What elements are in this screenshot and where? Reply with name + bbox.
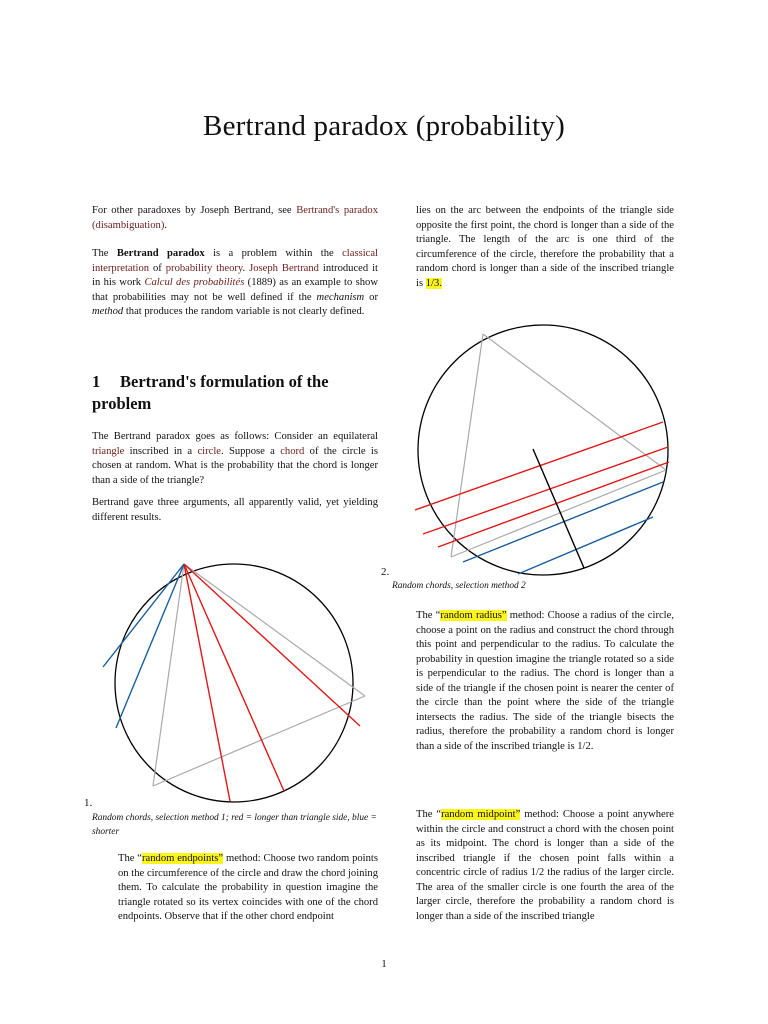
random-midpoint-paragraph: The “random midpoint” method: Choose a point anywhere within the circle and construct a chord with the chosen point as its midpoint. The chord is longer than a side of the inscribed triangle if the chosen point falls within a concentric circle of radius 1/2 the radius of the larger circle. The area of the smaller circle is one fourth the area of the larger circle, therefore the probability a random chord is longer than a side of the inscribed triangle [416, 809, 674, 922]
highlight-random-midpoint: random midpoint” [441, 809, 521, 820]
highlight-one-third: 1/3. [425, 277, 442, 289]
figure-2-blue-chord [518, 517, 653, 574]
arguments-paragraph: Bertrand gave three arguments, all apparently valid, yet yielding different results. [92, 497, 378, 523]
section-heading: 1 Bertrand's formulation of the problem [92, 372, 329, 413]
link-chord[interactable]: chord [280, 445, 305, 457]
figure-1-caption: Random chords, selection method 1; red = longer than triangle side, blue = shorter [92, 813, 377, 837]
right-column-bottom [416, 808, 674, 924]
figure-2-caption: Random chords, selection method 2 [392, 581, 526, 591]
figure-2-red-chord [438, 462, 669, 547]
page-number: 1 [381, 958, 387, 970]
figure-1-blue-chord [116, 564, 184, 728]
link-joseph-bertrand[interactable]: Joseph Bertrand [249, 262, 319, 274]
figure-2-triangle-side [483, 334, 666, 470]
link-classical-interpretation[interactable]: classical interpretation [92, 248, 378, 274]
link-circle[interactable]: circle [197, 445, 221, 457]
random-radius-paragraph: The “random radius” method: Choose a radius of the circle, choose a point on the radius and construct the chord through this point and perpendicular to the radius. To calculate the probability in question imagine the triangle rotated so a side is perpendicular to the radius. The chord is longer than a side of the triangle if the chosen point is nearer the center of the circle than the point where the side of the triangle intersects the radius. The side of the triangle bisects the radius, therefore the probability a random chord is longer than a side of the inscribed triangle is 1/2. [416, 610, 674, 752]
link-bertrands-paradox-disambiguation[interactable]: Bertrand's paradox (disambiguation) [92, 205, 378, 231]
figure-1-triangle-side [184, 564, 365, 696]
right-column-middle [416, 609, 674, 754]
highlight-random-radius: random radius” [440, 610, 507, 621]
figure-2-blue-chord [463, 482, 663, 562]
page-title: Bertrand paradox (probability) [203, 110, 565, 142]
problem-paragraph: The Bertrand paradox goes as follows: Consider an equilateral triangle inscribed in a circle. Suppose a chord of the circle is chosen at random. What is the probability that the chord is longer than a side of the triangle? [92, 431, 378, 486]
figure-1-red-chord [184, 564, 284, 791]
figure-2-label: 2. [381, 566, 390, 578]
figure-2-circle [418, 325, 668, 575]
disambiguation-note: For other paradoxes by Joseph Bertrand, see Bertrand's paradox (disambiguation). [92, 205, 378, 231]
left-column-bottom [118, 852, 378, 925]
link-triangle[interactable]: triangle [92, 445, 125, 457]
figure-1-circle [115, 564, 353, 802]
intro-paragraph: The Bertrand paradox is a problem within the classical interpretation of probability theory. Joseph Bertrand introduced it in his work Calcul des probabilités (1889) as an example to show that probabilities may not be well defined if the mechanism or method that produces the random variable is not clearly defined. [92, 248, 378, 317]
figure-2-red-chord [423, 447, 668, 534]
arc-paragraph: lies on the arc between the endpoints of the triangle side opposite the first point, the chord is longer than a side of the triangle. The length of the arc is one third of the circumference of the circle, therefore the probability that a random chord is longer than a side of the inscribed triangle is 1/3. [416, 205, 674, 289]
figure-2-triangle-side [451, 334, 483, 557]
random-endpoints-paragraph: The “random endpoints” method: Choose two random points on the circumference of the circle and draw the chord joining them. To calculate the probability in question imagine the triangle rotated so its vertex coincides with one of the chord endpoints. Observe that if the other chord endpoint [118, 853, 378, 922]
left-column-top [92, 204, 378, 320]
figure-1-label: 1. [84, 797, 93, 809]
figure-2-triangle-side [451, 470, 666, 557]
figure-1-triangle-side [153, 696, 365, 786]
link-calcul-des-probabilites[interactable]: Calcul des probabilités [144, 277, 245, 288]
left-column-middle [92, 430, 378, 525]
highlight-random-endpoints: random endpoints” [142, 853, 224, 864]
link-probability-theory[interactable]: probability theory [165, 262, 243, 274]
figure-2-diagram [393, 322, 683, 582]
figure-1-diagram [98, 560, 374, 810]
right-column-top [416, 204, 674, 291]
